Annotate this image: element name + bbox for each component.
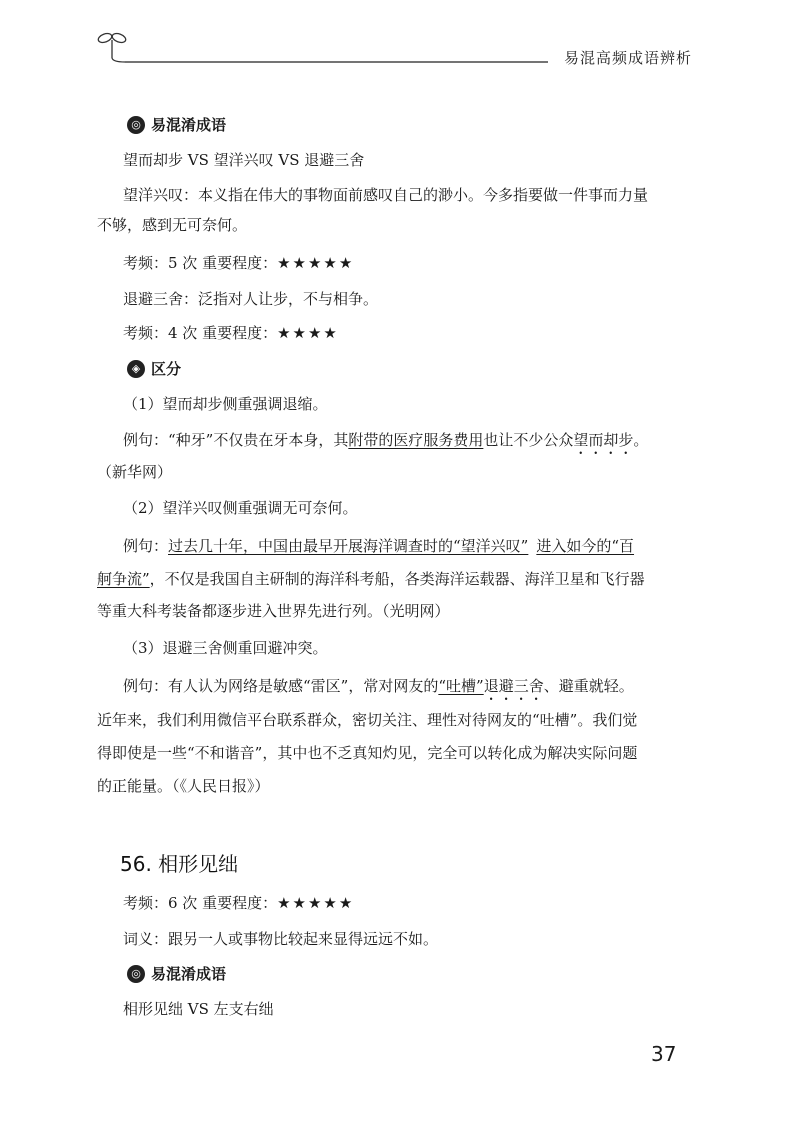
- example-2-line1: 例句：过去几十年，中国由最早开展海洋调查时的“望洋兴叹” 进入如今的“百: [123, 537, 635, 555]
- frequency-wangyang: 考频：5 次 重要程度：★★★★★: [123, 254, 355, 272]
- distinction-item-1: （1）望而却步侧重强调退缩。: [123, 395, 328, 413]
- confusable-icon: ◎: [127, 116, 145, 134]
- confusable-heading: ◎ 易混淆成语: [127, 114, 226, 135]
- definition-wangyang-line2: 不够，感到无可奈何。: [97, 216, 248, 234]
- importance-stars: ★★★★★: [277, 254, 355, 272]
- example-3-line3: 得即使是一些“不和谐音”，其中也不乏真知灼见，完全可以转化成为解决实际问题: [97, 744, 638, 762]
- header-decoration: [0, 0, 800, 80]
- page-header: [0, 0, 800, 80]
- entry-comparison: 相形见绌 VS 左支右绌: [123, 1000, 274, 1018]
- distinction-item-2: （2）望洋兴叹侧重强调无可奈何。: [123, 499, 358, 517]
- entry-meaning: 词义：跟另一人或事物比较起来显得远远不如。: [123, 930, 439, 948]
- entry-confusable-heading: ◎ 易混淆成语: [127, 963, 226, 984]
- header-title: 易混高频成语辨析: [563, 49, 692, 67]
- distinguish-heading: ◈ 区分: [127, 358, 181, 379]
- entry-title: 56. 相形见绌: [120, 852, 239, 876]
- example-3-line2: 近年来，我们利用微信平台联系群众，密切关注、理性对待网友的“吐槽”。我们觉: [97, 711, 638, 729]
- entry-frequency: 考频：6 次 重要程度：★★★★★: [123, 894, 355, 912]
- importance-stars: ★★★★: [277, 324, 339, 342]
- definition-wangyang-line1: 望洋兴叹：本义指在伟大的事物面前感叹自己的渺小。今多指要做一件事而力量: [123, 186, 649, 204]
- distinguish-icon: ◈: [127, 360, 145, 378]
- comparison-line: 望而却步 VS 望洋兴叹 VS 退避三舍: [123, 151, 365, 169]
- confusable-icon: ◎: [127, 965, 145, 983]
- example-2-line2: 舸争流”，不仅是我国自主研制的海洋科考船，各类海洋运载器、海洋卫星和飞行器: [97, 570, 645, 588]
- importance-stars: ★★★★★: [277, 894, 355, 912]
- example-3-line4: 的正能量。（《人民日报》）: [97, 777, 270, 795]
- distinction-item-3: （3）退避三舍侧重回避冲突。: [123, 639, 328, 657]
- sprout-icon: [97, 32, 127, 62]
- example-3-line1: 例句：有人认为网络是敏感“雷区”，常对网友的“吐槽”退避三舍、避重就轻。: [123, 677, 634, 695]
- definition-tuibi: 退避三舍：泛指对人让步，不与相争。: [123, 290, 379, 308]
- frequency-tuibi: 考频：4 次 重要程度：★★★★: [123, 324, 339, 342]
- example-2-line3: 等重大科考装备都逐步进入世界先进行列。（光明网）: [97, 602, 450, 620]
- example-1-source: （新华网）: [97, 463, 173, 481]
- page-number: 37: [651, 1042, 677, 1066]
- example-1-line1: 例句：“种牙”不仅贵在牙本身，其附带的医疗服务费用也让不少公众望而却步。: [123, 431, 649, 449]
